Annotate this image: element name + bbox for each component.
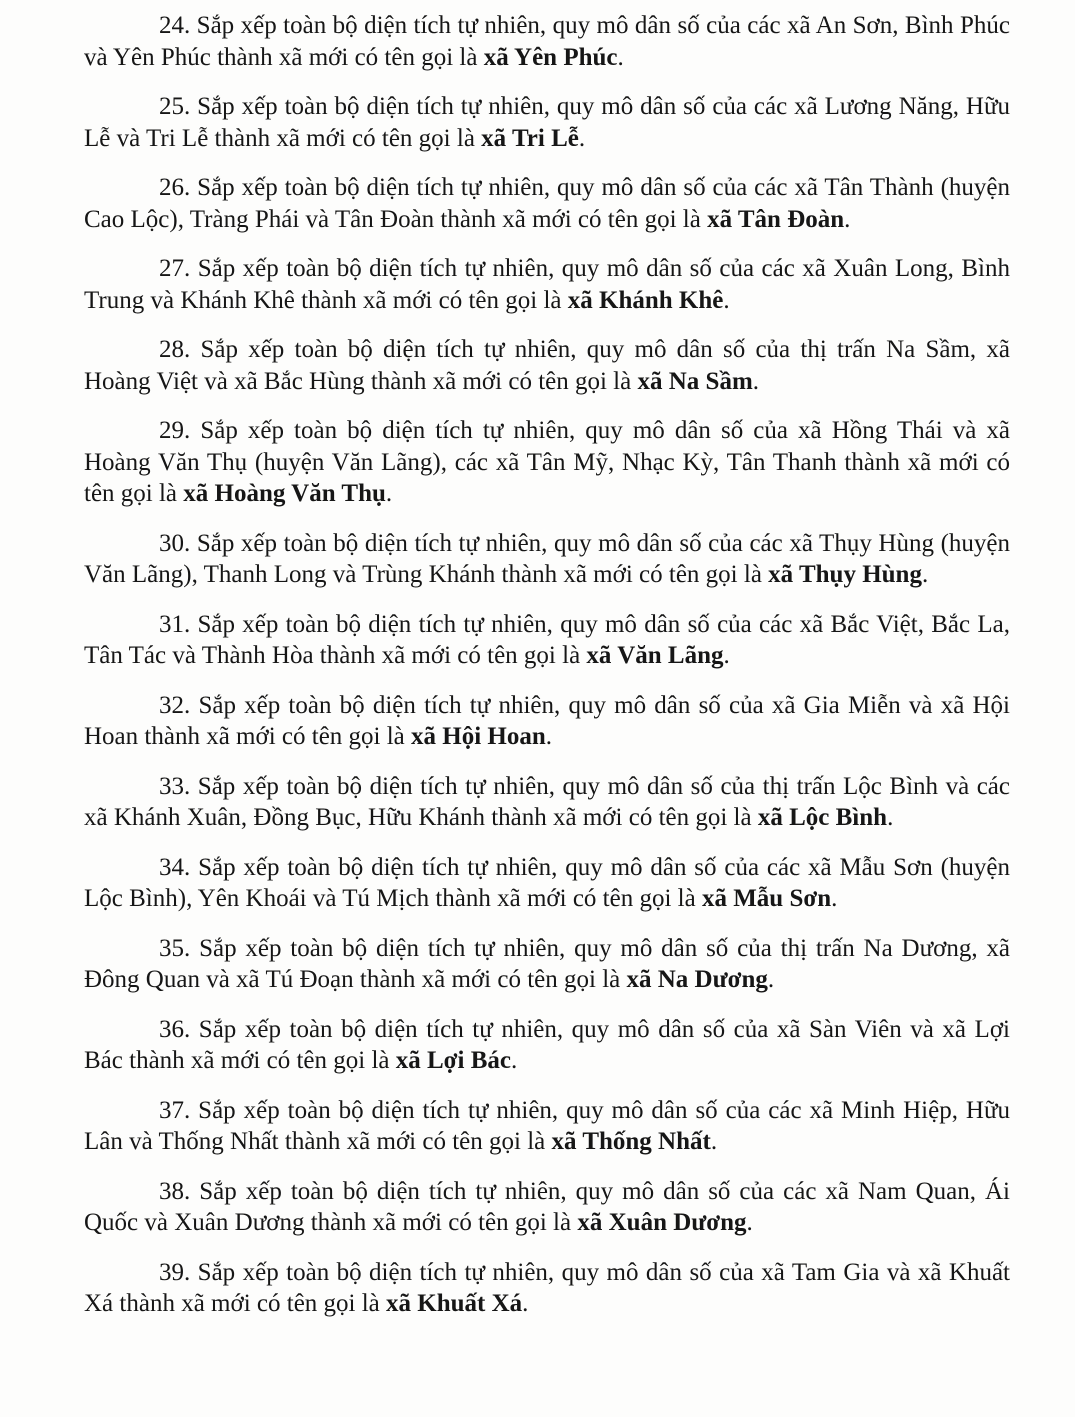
item-text: 39. Sắp xếp toàn bộ diện tích tự nhiên, quy mô dân số của xã Tam Gia và xã Khuất Xá thành xã mới có tên gọi là [84,1258,1010,1317]
item-end: . [510,1047,518,1074]
commune-name: xã Hoàng Văn Thụ [183,480,386,507]
item-end: . [746,1209,753,1236]
item-text: 27. Sắp xếp toàn bộ diện tích tự nhiên, quy mô dân số của các xã Xuân Long, Bình Trung và Khánh Khê thành xã mới có tên gọi là [84,255,1010,314]
document-body [84,10,1010,1338]
commune-name: xã Khuất Xá [386,1290,523,1317]
commune-name: xã Na Sầm [637,367,753,395]
item-text: 24. Sắp xếp toàn bộ diện tích tự nhiên, quy mô dân số của các xã An Sơn, Bình Phúc và Yên Phúc thành xã mới có tên gọi là [84,12,1010,71]
item-end: . [723,286,730,314]
article-item-35 [84,933,1010,996]
item-text: 26. Sắp xếp toàn bộ diện tích tự nhiên, quy mô dân số của các xã Tân Thành (huyện Cao Lộc), Tràng Phái và Tân Đoàn thành xã mới có tên gọi là [84,174,1010,233]
article-item-38 [84,1176,1010,1239]
item-end: . [844,205,851,233]
article-item-28 [84,334,1010,397]
article-item-37 [84,1095,1010,1158]
article-item-27 [84,253,1010,316]
item-end: . [578,124,586,152]
item-text: 25. Sắp xếp toàn bộ diện tích tự nhiên, quy mô dân số của các xã Lương Năng, Hữu Lễ và Tri Lễ thành xã mới có tên gọi là [84,93,1010,152]
item-end: . [710,1128,718,1155]
commune-name: xã Mẫu Sơn [701,885,832,912]
item-text: 31. Sắp xếp toàn bộ diện tích tự nhiên, quy mô dân số của các xã Bắc Việt, Bắc La, Tân Tác và Thành Hòa thành xã mới có tên gọi là [84,610,1010,669]
item-text: 35. Sắp xếp toàn bộ diện tích tự nhiên, quy mô dân số của thị trấn Na Dương, xã Đông Quan và xã Tú Đoạn thành xã mới có tên gọi là [84,934,1010,993]
item-text: 33. Sắp xếp toàn bộ diện tích tự nhiên, quy mô dân số của thị trấn Lộc Bình và các xã Khánh Xuân, Đồng Bục, Hữu Khánh thành xã mới có tên gọi là [84,772,1010,831]
commune-name: xã Tân Đoàn [707,205,845,233]
commune-name: xã Xuân Dương [577,1209,747,1236]
item-text: 36. Sắp xếp toàn bộ diện tích tự nhiên, quy mô dân số của xã Sàn Viên và xã Lợi Bác thành xã mới có tên gọi là [84,1015,1010,1074]
article-item-36 [84,1014,1010,1077]
commune-name: xã Lộc Bình [757,804,888,831]
article-item-34 [84,852,1010,915]
item-text: 34. Sắp xếp toàn bộ diện tích tự nhiên, quy mô dân số của các xã Mẫu Sơn (huyện Lộc Bình), Yên Khoái và Tú Mịch thành xã mới có tên gọi là [84,853,1010,912]
item-text: 30. Sắp xếp toàn bộ diện tích tự nhiên, quy mô dân số của các xã Thụy Hùng (huyện Văn Lãng), Thanh Long và Trùng Khánh thành xã mới có tên gọi là [84,529,1010,588]
commune-name: xã Hội Hoan [411,723,546,750]
item-end: . [522,1290,529,1317]
commune-name: xã Khánh Khê [567,286,724,314]
article-item-26 [84,172,1010,235]
item-end: . [385,480,393,507]
item-text: 29. Sắp xếp toàn bộ diện tích tự nhiên, quy mô dân số của xã Hồng Thái và xã Hoàng Văn Thụ (huyện Văn Lãng), các xã Tân Mỹ, Nhạc Kỳ, Tân Thanh thành xã mới có tên gọi là [84,417,1010,507]
commune-name: xã Tri Lễ [481,124,579,152]
commune-name: xã Văn Lãng [586,642,724,669]
article-item-29 [84,415,1010,510]
item-end: . [831,885,838,912]
item-end: . [921,561,929,588]
item-end: . [752,367,760,395]
article-item-39 [84,1257,1010,1320]
item-end: . [617,43,624,71]
item-end: . [767,966,775,993]
commune-name: xã Na Dương [626,966,768,993]
article-item-25 [84,91,1010,154]
item-end: . [887,804,894,831]
article-item-31 [84,609,1010,672]
commune-name: xã Yên Phúc [483,43,618,71]
commune-name: xã Thống Nhất [551,1128,711,1155]
item-text: 28. Sắp xếp toàn bộ diện tích tự nhiên, quy mô dân số của thị trấn Na Sầm, xã Hoàng Việt và xã Bắc Hùng thành xã mới có tên gọi là [84,336,1010,395]
article-item-24 [84,10,1010,73]
commune-name: xã Lợi Bác [395,1047,511,1074]
item-end: . [723,642,730,669]
article-item-30 [84,528,1010,591]
article-item-32 [84,690,1010,753]
item-text: 38. Sắp xếp toàn bộ diện tích tự nhiên, quy mô dân số của các xã Nam Quan, Ái Quốc và Xuân Dương thành xã mới có tên gọi là [84,1177,1010,1236]
article-item-33 [84,771,1010,834]
item-text: 32. Sắp xếp toàn bộ diện tích tự nhiên, quy mô dân số của xã Gia Miễn và xã Hội Hoan thành xã mới có tên gọi là [84,691,1010,750]
item-end: . [545,723,553,750]
commune-name: xã Thụy Hùng [768,561,922,588]
item-text: 37. Sắp xếp toàn bộ diện tích tự nhiên, quy mô dân số của các xã Minh Hiệp, Hữu Lân và Thống Nhất thành xã mới có tên gọi là [84,1096,1010,1155]
